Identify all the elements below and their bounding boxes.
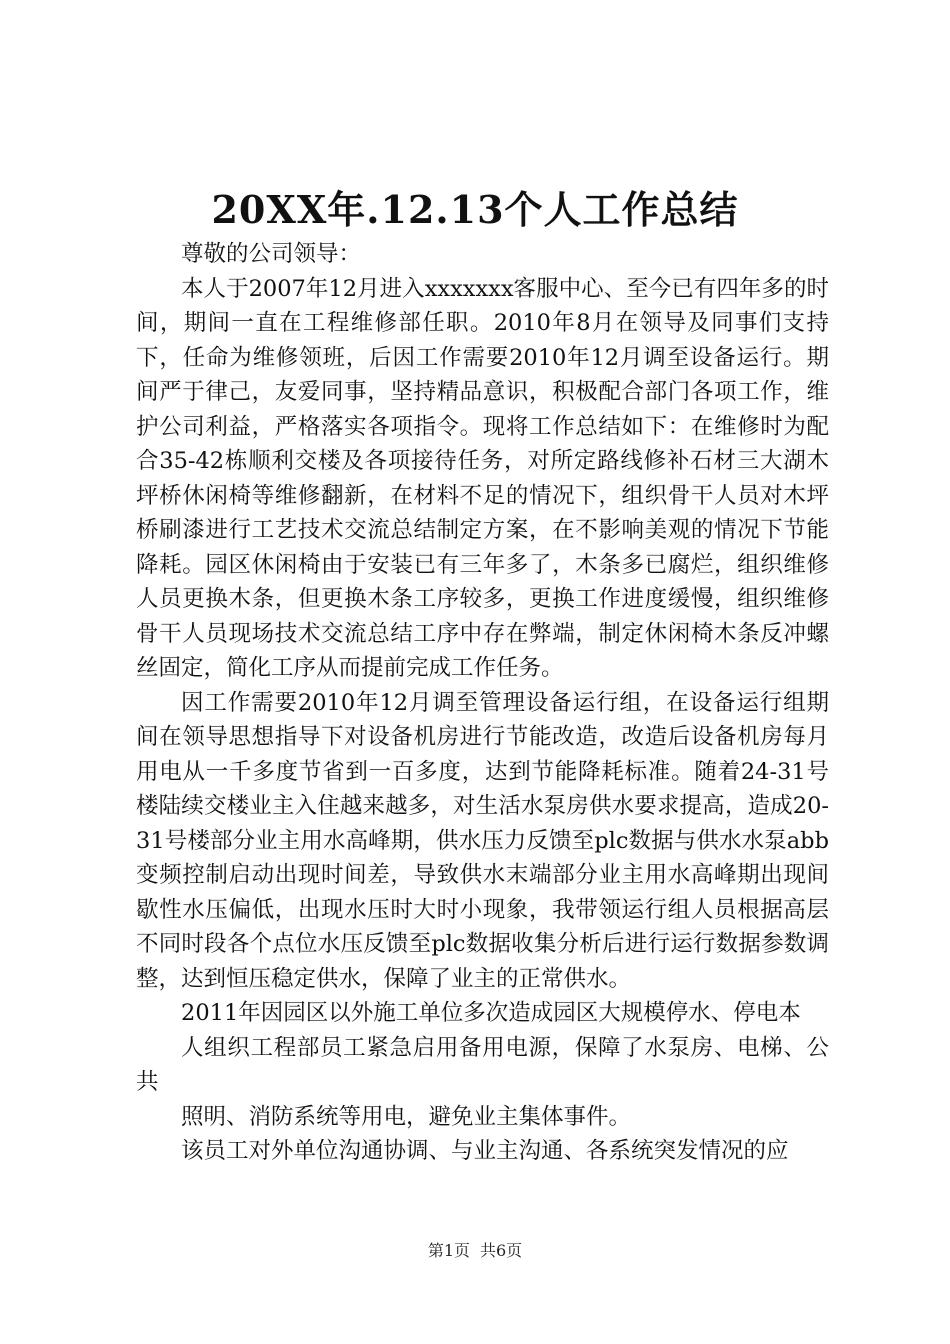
paragraph: 人组织工程部员工紧急启用备用电源，保障了水泵房、电梯、公共: [136, 1034, 829, 1095]
page-total: 共6页: [480, 1241, 523, 1260]
document-title: 20XX年.12.13个人工作总结: [211, 187, 739, 232]
document-body: [136, 237, 829, 1169]
salutation: 尊敬的公司领导：: [181, 241, 362, 267]
paragraph: 照明、消防系统等用电，避免业主集体事件。: [181, 1103, 632, 1130]
page-footer: [0, 1240, 950, 1262]
paragraph: 该员工对外单位沟通协调、与业主沟通、各系统突发情况的应: [181, 1138, 789, 1164]
paragraph: 因工作需要2010年12月调至管理设备运行组，在设备运行组期间在领导思想指导下对设备机房进行节能改造，改造后设备机房每月用电从一千多度节省到一百多度，达到节能降耗标准。随着24-31号楼陆续交楼业主入住越来越多，对生活水泵房供水要求提高，造成20-31号楼部分业主用水高峰期，供水压力反馈至plc数据与供水水泵abb变频控制启动出现时间差，导致供水末端部分业主用水高峰期出现间歇性水压偏低，出现水压时大时小现象，我带领运行组人员根据高层不同时段各个点位水压反馈至plc数据收集分析后进行运行数据参数调整，达到恒压稳定供水，保障了业主的正常供水。: [136, 689, 829, 992]
paragraph: 本人于2007年12月进入xxxxxxx客服中心、至今已有四年多的时间，期间一直在工程维修部任职。2010年8月在领导及同事们支持下，任命为维修领班，后因工作需要2010年12月调至设备运行。期间严于律己，友爱同事，坚持精品意识，积极配合部门各项工作，维护公司利益，严格落实各项指令。现将工作总结如下：在维修时为配合35-42栋顺利交楼及各项接待任务，对所定路线修补石材三大湖木坪桥休闲椅等维修翻新，在材料不足的情况下，组织骨干人员对木坪桥刷漆进行工艺技术交流总结制定方案，在不影响美观的情况下节能降耗。园区休闲椅由于安装已有三年多了，木条多已腐烂，组织维修人员更换木条，但更换木条工序较多，更换工作进度缓慢，组织维修骨干人员现场技术交流总结工序中存在弊端，制定休闲椅木条反冲螺丝固定，简化工序从而提前完成工作任务。: [136, 275, 829, 681]
page-number: 第1页: [427, 1241, 470, 1260]
paragraph: 2011年因园区以外施工单位多次造成园区大规模停水、停电本: [181, 1000, 801, 1026]
